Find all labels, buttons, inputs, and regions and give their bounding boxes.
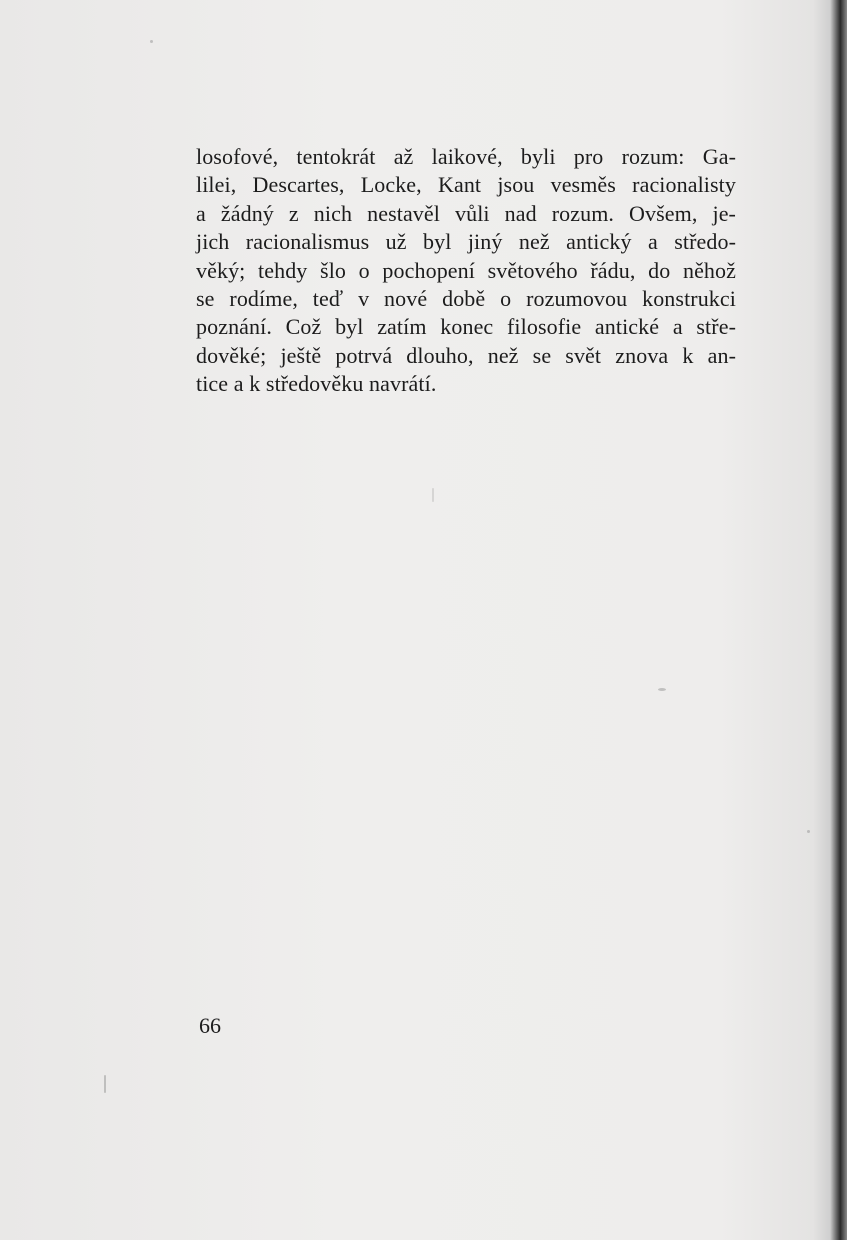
page-number: 66	[199, 1013, 221, 1038]
text-line: a žádný z nich nestavěl vůli nad rozum. Ovšem, je-	[196, 200, 736, 226]
body-text	[196, 143, 736, 399]
paper-speck	[432, 488, 434, 502]
text-line: se rodíme, teď v nové době o rozumovou konstrukci	[196, 285, 736, 311]
paper-speck	[658, 688, 666, 691]
text-line: věký; tehdy šlo o pochopení světového řádu, do něhož	[196, 257, 736, 283]
paper-speck	[104, 1075, 106, 1093]
paper-speck	[807, 830, 810, 833]
text-line: lilei, Descartes, Locke, Kant jsou vesměs racionalisty	[196, 172, 736, 198]
text-line: losofové, tentokrát až laikové, byli pro rozum: Ga-	[196, 144, 736, 169]
text-line: poznání. Což byl zatím konec filosofie antické a stře-	[196, 314, 736, 340]
text-line: jich racionalismus už byl jiný než antický a středo-	[196, 229, 736, 255]
paper-speck	[150, 40, 153, 43]
text-line: dověké; ještě potrvá dlouho, než se svět znova k an-	[196, 342, 736, 368]
text-line: tice a k středověku navrátí.	[196, 371, 437, 397]
